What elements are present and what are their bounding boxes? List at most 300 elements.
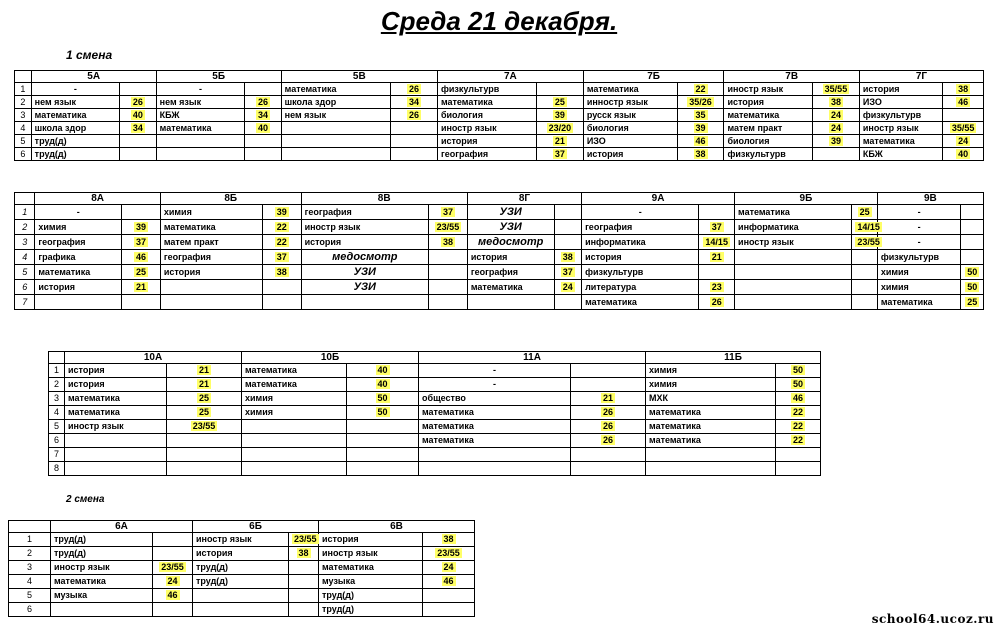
lesson-number: 7 <box>49 448 65 462</box>
room-cell <box>423 603 475 617</box>
class-header: 9Б <box>735 193 878 205</box>
subject-cell: школа здор <box>31 122 120 135</box>
subject-cell: география <box>437 148 536 161</box>
subject-cell: - <box>419 378 571 392</box>
table-header-row <box>49 352 821 364</box>
table-row <box>9 575 475 589</box>
subject-cell <box>242 420 347 434</box>
subject-cell: история <box>65 378 167 392</box>
lesson-number: 7 <box>15 295 35 310</box>
subject-cell <box>65 448 167 462</box>
subject-cell: ИЗО <box>583 135 677 148</box>
subject-cell <box>735 295 852 310</box>
room-number: 23/55 <box>294 534 317 544</box>
subject-cell <box>281 135 390 148</box>
room-number: 24 <box>167 576 178 586</box>
subject-cell: математика <box>419 406 571 420</box>
room-number: 46 <box>443 576 454 586</box>
room-number: 34 <box>409 96 420 107</box>
room-number: 26 <box>603 435 614 445</box>
lesson-number: 3 <box>9 561 51 575</box>
subject-cell: история <box>582 250 699 265</box>
room-cell <box>699 235 735 250</box>
lesson-number: 6 <box>49 434 65 448</box>
subject-cell: медосмотр <box>301 250 428 265</box>
room-number: 23/55 <box>437 548 460 558</box>
subject-cell: математика <box>242 364 347 378</box>
room-number: 50 <box>967 281 978 292</box>
table-row <box>15 280 984 295</box>
shift-1-label: 1 смена <box>66 48 113 62</box>
subject-cell <box>419 462 571 476</box>
class-header: 10Б <box>242 352 419 364</box>
subject-cell <box>156 135 245 148</box>
room-cell <box>153 533 193 547</box>
table-row <box>15 265 984 280</box>
subject-cell: КБЖ <box>859 148 942 161</box>
subject-cell <box>65 434 167 448</box>
lesson-number: 6 <box>15 280 35 295</box>
subject-cell: УЗИ <box>467 220 554 235</box>
room-cell <box>423 547 475 561</box>
room-cell <box>852 235 880 250</box>
room-cell <box>167 406 242 420</box>
schedule-table-grades-5-7 <box>14 70 984 161</box>
room-number: 37 <box>135 236 146 247</box>
room-number: 24 <box>443 562 454 572</box>
subject-cell: нем язык <box>156 96 245 109</box>
class-header: 10А <box>65 352 242 364</box>
table-row <box>15 135 984 148</box>
room-cell <box>262 265 301 280</box>
subject-cell: труд(д) <box>319 603 423 617</box>
subject-cell: математика <box>419 420 571 434</box>
room-cell <box>289 575 319 589</box>
schedule-table-grades-10-11 <box>48 351 821 476</box>
room-cell <box>852 295 877 310</box>
room-cell <box>391 135 438 148</box>
room-cell <box>571 364 646 378</box>
subject-cell: история <box>160 265 262 280</box>
room-cell <box>571 448 646 462</box>
class-header: 11А <box>419 352 646 364</box>
table-row <box>49 420 821 434</box>
subject-cell <box>281 122 390 135</box>
room-cell <box>813 96 860 109</box>
room-cell <box>536 109 583 122</box>
class-header: 7А <box>437 71 583 83</box>
room-number: 25 <box>199 407 210 417</box>
room-cell <box>776 406 821 420</box>
room-number: 35/55 <box>824 83 848 94</box>
room-cell <box>122 280 161 295</box>
table-row <box>9 561 475 575</box>
room-cell <box>961 250 984 265</box>
room-cell <box>262 220 301 235</box>
room-cell <box>776 420 821 434</box>
room-cell <box>167 364 242 378</box>
room-cell <box>699 295 735 310</box>
subject-cell: труд(д) <box>31 148 120 161</box>
room-number: 25 <box>135 266 146 277</box>
room-cell <box>776 448 821 462</box>
room-number: 46 <box>135 251 146 262</box>
room-number: 21 <box>554 135 565 146</box>
room-cell <box>943 109 984 122</box>
room-cell <box>122 265 161 280</box>
subject-cell: УЗИ <box>467 205 554 220</box>
subject-cell: труд(д) <box>31 135 120 148</box>
room-cell <box>536 148 583 161</box>
room-number: 25 <box>554 96 565 107</box>
room-cell <box>122 220 161 235</box>
room-cell <box>289 589 319 603</box>
subject-cell <box>35 295 122 310</box>
room-number: 50 <box>377 407 388 417</box>
schedule-table-grades-8-9 <box>14 192 984 310</box>
table-row <box>15 148 984 161</box>
lesson-number: 4 <box>9 575 51 589</box>
room-cell <box>347 392 419 406</box>
room-cell <box>122 205 161 220</box>
table-row <box>15 295 984 310</box>
room-cell <box>289 533 319 547</box>
subject-cell: химия <box>160 205 262 220</box>
subject-cell: история <box>859 83 942 96</box>
subject-cell: математика <box>156 122 245 135</box>
class-header: 8Г <box>467 193 581 205</box>
room-cell <box>122 250 161 265</box>
subject-cell: история <box>583 148 677 161</box>
table-row <box>15 96 984 109</box>
room-number: 38 <box>298 548 309 558</box>
room-number: 24 <box>830 122 841 133</box>
table-row <box>49 392 821 406</box>
room-number: 21 <box>199 379 210 389</box>
subject-cell: труд(д) <box>193 561 289 575</box>
room-cell <box>536 122 583 135</box>
room-cell <box>245 96 281 109</box>
room-number: 46 <box>958 96 969 107</box>
room-cell <box>153 547 193 561</box>
room-number: 46 <box>793 393 804 403</box>
room-number: 39 <box>695 122 706 133</box>
table-row <box>9 603 475 617</box>
room-number: 50 <box>967 266 978 277</box>
subject-cell <box>193 589 289 603</box>
subject-cell: химия <box>646 364 776 378</box>
class-header: 9А <box>582 193 735 205</box>
subject-cell: физкультурв <box>437 83 536 96</box>
room-cell <box>776 378 821 392</box>
table-header-row <box>15 71 984 83</box>
room-cell <box>262 235 301 250</box>
subject-cell: математика <box>65 406 167 420</box>
subject-cell: математика <box>877 295 961 310</box>
room-number: 38 <box>442 236 453 247</box>
table-row <box>9 589 475 603</box>
room-cell <box>943 96 984 109</box>
subject-cell: химия <box>877 280 961 295</box>
room-cell <box>120 96 156 109</box>
room-cell <box>347 448 419 462</box>
subject-cell: ИЗО <box>859 96 942 109</box>
lesson-number: 6 <box>9 603 51 617</box>
table-row <box>15 220 984 235</box>
lesson-number: 6 <box>15 148 32 161</box>
subject-cell: география <box>160 250 262 265</box>
subject-cell: труд(д) <box>51 547 153 561</box>
room-cell <box>961 295 984 310</box>
subject-cell: математика <box>646 420 776 434</box>
subject-cell <box>160 295 262 310</box>
room-cell <box>961 205 984 220</box>
subject-cell: история <box>724 96 813 109</box>
room-cell <box>852 205 877 220</box>
room-cell <box>120 148 156 161</box>
subject-cell: химия <box>242 406 347 420</box>
subject-cell: графика <box>35 250 122 265</box>
room-cell <box>120 83 156 96</box>
room-cell <box>245 109 281 122</box>
room-number: 37 <box>554 148 565 159</box>
room-cell <box>776 462 821 476</box>
room-number: 40 <box>132 109 143 120</box>
subject-cell <box>467 295 554 310</box>
subject-cell: история <box>35 280 122 295</box>
room-number: 22 <box>793 421 804 431</box>
subject-cell: география <box>301 205 428 220</box>
subject-cell: иностр язык <box>437 122 536 135</box>
lesson-number: 2 <box>49 378 65 392</box>
subject-cell: - <box>156 83 245 96</box>
table-row <box>15 83 984 96</box>
room-number: 34 <box>257 109 268 120</box>
room-number: 39 <box>554 109 565 120</box>
subject-cell <box>735 250 852 265</box>
subject-cell: математика <box>437 96 536 109</box>
subject-cell: труд(д) <box>319 589 423 603</box>
room-cell <box>943 135 984 148</box>
lesson-number: 1 <box>15 83 32 96</box>
room-cell <box>289 603 319 617</box>
room-cell <box>167 378 242 392</box>
subject-cell: иностр язык <box>301 220 428 235</box>
subject-cell <box>646 462 776 476</box>
subject-cell: - <box>419 364 571 378</box>
room-cell <box>554 235 582 250</box>
room-cell <box>423 575 475 589</box>
room-cell <box>961 280 984 295</box>
subject-cell: математика <box>51 575 153 589</box>
class-header: 9В <box>877 193 983 205</box>
room-number: 25 <box>967 296 978 307</box>
subject-cell <box>301 295 428 310</box>
subject-cell: география <box>35 235 122 250</box>
room-number: 22 <box>793 407 804 417</box>
room-cell <box>429 295 468 310</box>
table-row <box>15 235 984 250</box>
room-number: 14/15 <box>705 236 728 247</box>
subject-cell <box>156 148 245 161</box>
room-cell <box>554 265 582 280</box>
subject-cell: - <box>31 83 120 96</box>
room-cell <box>153 589 193 603</box>
room-number: 23/55 <box>161 562 184 572</box>
room-cell <box>391 109 438 122</box>
lesson-number: 1 <box>15 205 35 220</box>
room-cell <box>554 205 582 220</box>
class-header: 5Б <box>156 71 281 83</box>
lesson-number: 5 <box>49 420 65 434</box>
subject-cell: - <box>877 235 961 250</box>
table-header-row <box>15 193 984 205</box>
lesson-number: 3 <box>49 392 65 406</box>
room-number: 22 <box>695 83 706 94</box>
room-number: 40 <box>958 148 969 159</box>
room-number: 21 <box>135 281 146 292</box>
room-cell <box>120 122 156 135</box>
room-cell <box>852 250 877 265</box>
room-number: 38 <box>562 251 573 262</box>
subject-cell <box>242 462 347 476</box>
subject-cell: школа здор <box>281 96 390 109</box>
room-cell <box>699 220 735 235</box>
room-cell <box>122 295 161 310</box>
subject-cell: общество <box>419 392 571 406</box>
room-cell <box>813 135 860 148</box>
room-cell <box>429 220 468 235</box>
table-row <box>49 448 821 462</box>
room-number: 37 <box>711 221 722 232</box>
subject-cell: математика <box>724 109 813 122</box>
room-number: 25 <box>199 393 210 403</box>
header-corner <box>15 193 35 205</box>
lesson-number: 8 <box>49 462 65 476</box>
room-cell <box>813 122 860 135</box>
room-cell <box>167 448 242 462</box>
room-number: 26 <box>409 83 420 94</box>
table-row <box>9 533 475 547</box>
room-cell <box>699 265 735 280</box>
room-cell <box>536 96 583 109</box>
subject-cell: иностр язык <box>735 235 852 250</box>
room-cell <box>852 265 877 280</box>
subject-cell: биология <box>724 135 813 148</box>
room-cell <box>961 235 984 250</box>
room-number: 21 <box>711 251 722 262</box>
subject-cell <box>65 462 167 476</box>
subject-cell: математика <box>35 265 122 280</box>
room-number: 25 <box>859 206 870 217</box>
subject-cell: инностр язык <box>583 96 677 109</box>
room-cell <box>153 603 193 617</box>
lesson-number: 4 <box>15 250 35 265</box>
room-cell <box>347 378 419 392</box>
subject-cell: математика <box>646 434 776 448</box>
room-cell <box>852 280 877 295</box>
room-number: 50 <box>377 393 388 403</box>
header-corner <box>49 352 65 364</box>
class-header: 8В <box>301 193 467 205</box>
lesson-number: 1 <box>49 364 65 378</box>
lesson-number: 3 <box>15 235 35 250</box>
subject-cell: история <box>319 533 423 547</box>
room-cell <box>262 250 301 265</box>
room-number: 38 <box>830 96 841 107</box>
room-cell <box>245 135 281 148</box>
room-cell <box>554 295 582 310</box>
subject-cell: химия <box>242 392 347 406</box>
room-cell <box>699 280 735 295</box>
subject-cell: математика <box>582 295 699 310</box>
room-cell <box>571 420 646 434</box>
room-number: 39 <box>830 135 841 146</box>
room-cell <box>429 265 468 280</box>
room-cell <box>391 148 438 161</box>
subject-cell: музыка <box>319 575 423 589</box>
room-cell <box>153 561 193 575</box>
room-number: 38 <box>276 266 287 277</box>
room-cell <box>245 122 281 135</box>
subject-cell: история <box>437 135 536 148</box>
subject-cell: труд(д) <box>193 575 289 589</box>
subject-cell: физкультурв <box>877 250 961 265</box>
subject-cell <box>646 448 776 462</box>
subject-cell: музыка <box>51 589 153 603</box>
subject-cell <box>242 448 347 462</box>
room-number: 24 <box>958 135 969 146</box>
room-cell <box>167 392 242 406</box>
subject-cell: физкультурв <box>859 109 942 122</box>
table-row <box>15 109 984 122</box>
subject-cell: химия <box>35 220 122 235</box>
room-number: 46 <box>167 590 178 600</box>
room-number: 26 <box>711 296 722 307</box>
class-header: 8А <box>35 193 160 205</box>
room-cell <box>262 280 301 295</box>
subject-cell: математика <box>646 406 776 420</box>
watermark-url: school64.ucoz.ru <box>871 612 994 626</box>
subject-cell: русск язык <box>583 109 677 122</box>
table-row <box>49 378 821 392</box>
class-header: 8Б <box>160 193 301 205</box>
room-number: 50 <box>793 365 804 375</box>
room-cell <box>677 83 724 96</box>
room-number: 26 <box>409 109 420 120</box>
room-cell <box>245 83 281 96</box>
subject-cell: - <box>877 220 961 235</box>
room-cell <box>262 295 301 310</box>
room-cell <box>571 378 646 392</box>
room-cell <box>699 205 735 220</box>
class-header: 7Г <box>859 71 983 83</box>
subject-cell: математика <box>65 392 167 406</box>
subject-cell: - <box>582 205 699 220</box>
room-number: 23/55 <box>436 221 460 232</box>
room-cell <box>536 83 583 96</box>
room-cell <box>813 83 860 96</box>
room-number: 37 <box>562 266 573 277</box>
subject-cell <box>419 448 571 462</box>
table-row <box>9 547 475 561</box>
subject-cell <box>735 280 852 295</box>
room-number: 14/15 <box>857 221 880 232</box>
subject-cell: химия <box>646 378 776 392</box>
subject-cell: нем язык <box>31 96 120 109</box>
subject-cell: - <box>877 205 961 220</box>
room-cell <box>429 205 468 220</box>
